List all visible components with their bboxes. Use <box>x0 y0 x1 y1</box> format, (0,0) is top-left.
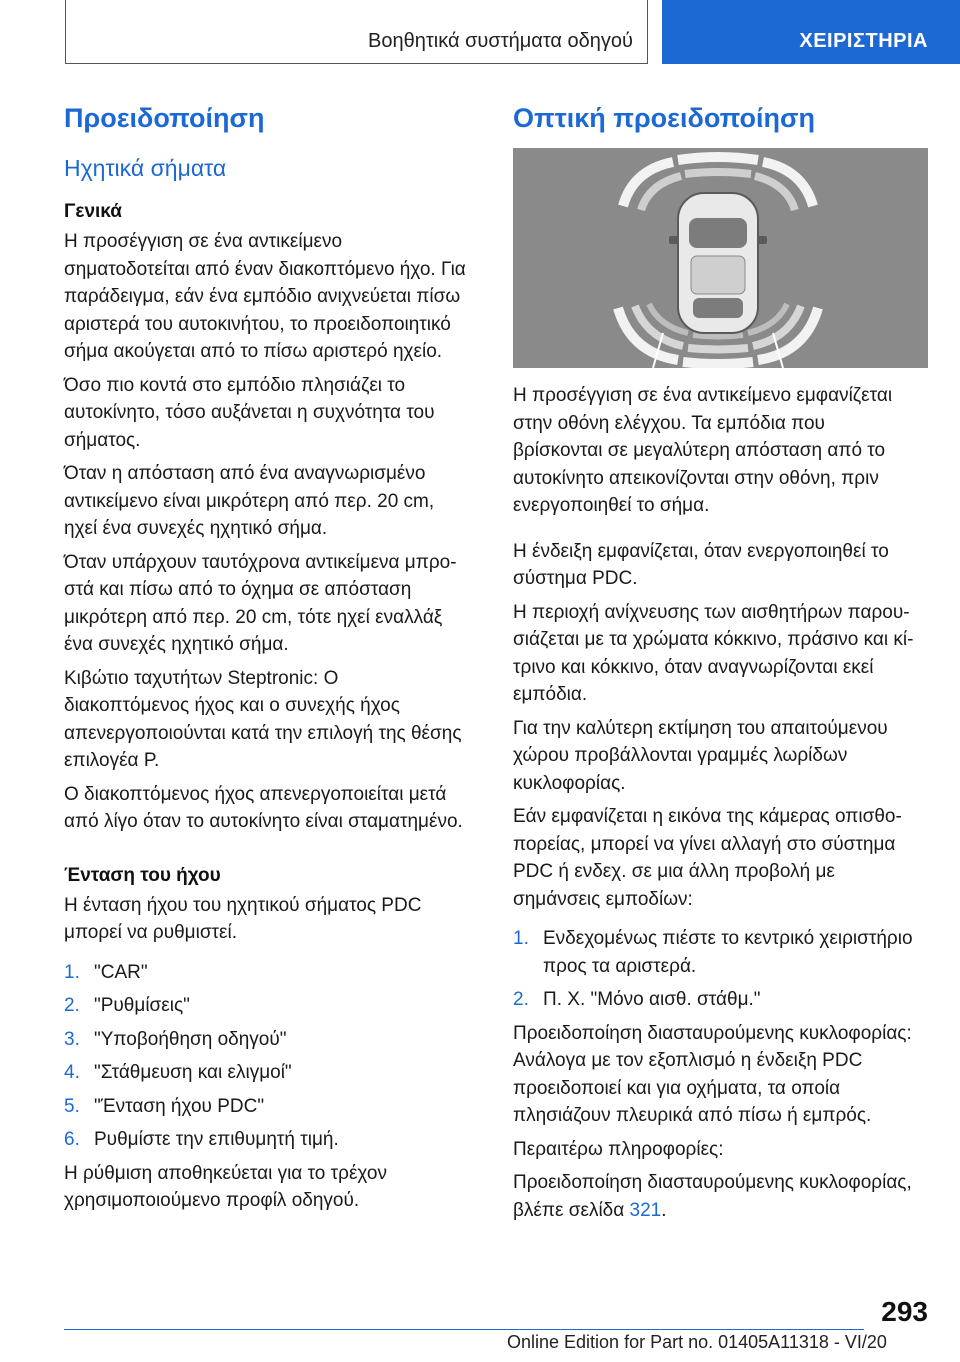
step-text: "Υποβοήθηση οδηγού" <box>94 1028 287 1050</box>
reference-text: Προειδοποίηση διασταυρούμενης κυκλοφορίας, βλέπε σελίδα <box>513 1172 912 1221</box>
right-column <box>513 100 915 1230</box>
paragraph: Κιβώτιο ταχυτήτων Steptronic: Ο διακοπτόμενος ήχος και ο συνεχής ήχος απενεργοποιούνται κατά την επιλογή της θέσης επιλογέα P. <box>64 667 462 771</box>
list-item <box>64 1126 466 1154</box>
paragraph: Εάν εμφανίζεται η εικόνα της κάμερας οπισθοπορείας, μπορεί να γίνει αλλαγή στο σύστημα PDC ή ενδεχ. σε μια άλλη προβολή με σημάνσεις εμποδίων: <box>513 806 902 910</box>
step-text: "CAR" <box>94 961 148 983</box>
list-item <box>64 1026 466 1054</box>
header-section-box <box>65 0 648 64</box>
paragraph: Όταν υπάρχουν ταυτόχρονα αντικείμενα μπροστά και πίσω από το όχημα σε απόσταση μικρότερη από περ. 20 cm, τότε ηχεί εναλλάξ ένα συνεχές ηχητικό σήμα. <box>64 551 457 655</box>
paragraph: Η ένδειξη εμφανίζεται, όταν ενεργοποιηθεί το σύστημα PDC. <box>513 540 889 589</box>
list-item <box>64 1059 466 1087</box>
list-item <box>513 986 915 1014</box>
step-number: 1. <box>513 928 529 949</box>
step-number: 2. <box>64 995 80 1016</box>
section-heading-visual-warning: Οπτική προειδοποίηση <box>513 103 815 133</box>
step-text: Ρυθμίστε την επιθυμητή τιμή. <box>94 1129 339 1150</box>
pdc-display-illustration <box>513 148 928 368</box>
paragraph: Όταν η απόσταση από ένα αναγνωρισμένο αντικείμενο είναι μικρότερη από περ. 20 cm, ηχεί ένα συνεχές ηχητικό σήμα. <box>64 463 435 539</box>
view-steps-list <box>513 925 915 1014</box>
paragraph: Όσο πιο κοντά στο εμπόδιο πλησιάζει το αυτοκίνητο, τόσο αυξάνεται η συχνότητα του σήματος. <box>64 374 435 451</box>
heading-volume: Ένταση του ήχου <box>64 864 221 886</box>
volume-steps-list <box>64 959 466 1154</box>
paragraph: Προειδοποίηση διασταυρούμενης κυκλοφορίας: Ανάλογα με τον εξοπλισμό η ένδειξη PDC προειδοποιεί και για οχήματα, τα οποία πλησιάζουν πλευρικά από πίσω ή εμπρός. <box>513 1022 912 1126</box>
step-text: "Ένταση ήχου PDC" <box>94 1095 265 1117</box>
chapter-title: ΧΕΙΡΙΣΤΗΡΙΑ <box>799 30 928 52</box>
step-number: 1. <box>64 961 80 983</box>
paragraph: Η περιοχή ανίχνευσης των αισθητήρων παρουσιάζεται με τα χρώματα κόκκινο, πράσινο και κίτρινο και κόκκινο, όταν αναγνωρίζονται εκεί εμπόδια. <box>513 601 914 705</box>
section-title: Βοηθητικά συστήματα οδηγού <box>368 30 633 52</box>
section-heading-warning: Προειδοποίηση <box>64 103 265 133</box>
page-link-321[interactable]: 321 <box>629 1199 662 1221</box>
step-text: "Στάθμευση και ελιγμοί" <box>94 1062 292 1083</box>
paragraph: Ο διακοπτόμενος ήχος απενεργοποιείται μετά από λίγο όταν το αυτοκίνητο είναι σταματημένο. <box>64 783 463 832</box>
pdc-car-icon <box>513 148 928 368</box>
paragraph: Η ρύθμιση αποθηκεύεται για το τρέχον χρησιμοποιούμενο προφίλ οδηγού. <box>64 1162 387 1211</box>
step-number: 2. <box>513 989 529 1010</box>
paragraph: Περαιτέρω πληροφορίες: <box>513 1138 724 1160</box>
step-text: "Ρυθμίσεις" <box>94 995 190 1016</box>
step-number: 4. <box>64 1062 80 1083</box>
paragraph: Η ένταση ήχου του ηχητικού σήματος PDC μπορεί να ρυθμιστεί. <box>64 894 422 943</box>
step-text: Π. Χ. "Μόνο αισθ. στάθμ." <box>543 989 761 1010</box>
step-number: 3. <box>64 1028 80 1050</box>
list-item <box>64 959 466 987</box>
paragraph-cross-reference <box>513 1169 915 1224</box>
list-item <box>64 1093 466 1121</box>
edition-text: Online Edition for Part no. 01405A11318 - VI/20 <box>507 1332 887 1352</box>
chapter-tab[interactable] <box>662 0 960 64</box>
left-column <box>64 100 466 1221</box>
footer-divider <box>64 1329 864 1330</box>
reference-period: . <box>661 1199 667 1221</box>
step-text: Ενδεχομένως πιέστε το κεντρικό χειριστήριο προς τα αριστερά. <box>543 928 913 977</box>
subsection-heading-acoustic: Ηχητικά σήματα <box>64 155 227 181</box>
list-item <box>64 992 466 1020</box>
paragraph: Η προσέγγιση σε ένα αντικείμενο εμφανίζεται στην οθόνη ελέγχου. Τα εμπόδια που βρίσκονται σε μεγαλύτερη απόσταση από το αυτοκίνητο απεικονίζονται στην οθόνη, πριν ενεργοποιηθεί το σήμα. <box>513 385 893 516</box>
paragraph: Για την καλύτερη εκτίμηση του απαιτούμενου χώρου προβάλλονται γραμμές λωρίδων κυκλοφορίας. <box>513 717 888 794</box>
step-number: 5. <box>64 1095 80 1117</box>
step-number: 6. <box>64 1129 80 1150</box>
paragraph: Η προσέγγιση σε ένα αντικείμενο σηματοδοτείται από έναν διακοπτόμενο ήχο. Για παράδειγμα, εάν ένα εμπόδιο ανιχνεύεται πίσω αριστερά του αυτοκινήτου, το προειδοποιητικό σήμα ακούγεται από το πίσω αριστερό ηχείο. <box>64 231 466 362</box>
heading-general: Γενικά <box>64 201 122 222</box>
page-number: 293 <box>881 1296 928 1327</box>
list-item <box>513 925 915 980</box>
